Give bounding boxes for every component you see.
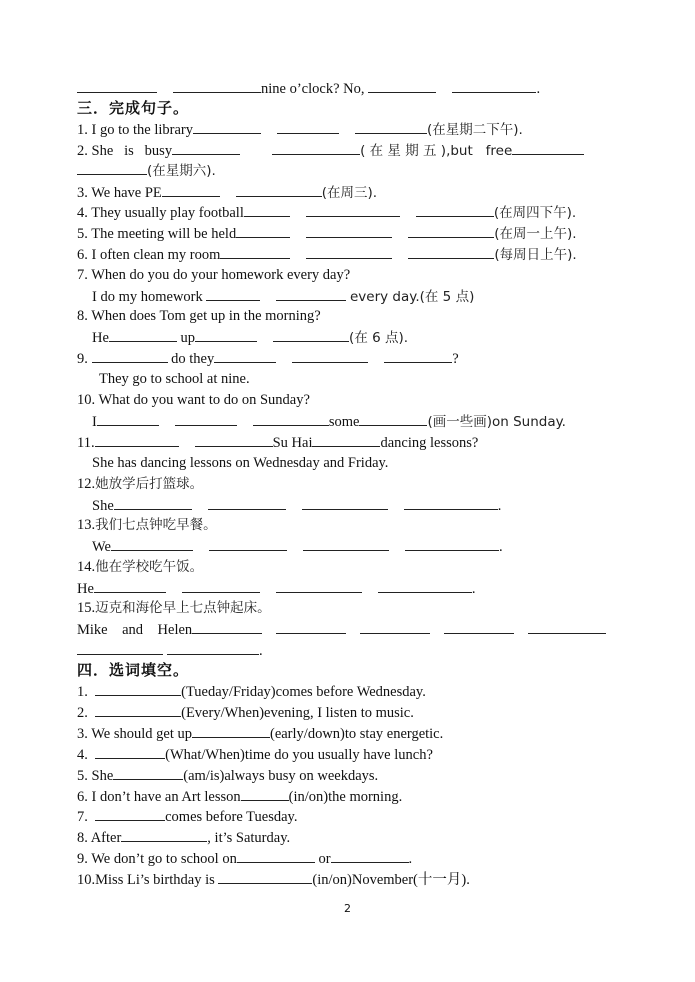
answer-blank[interactable] bbox=[292, 348, 368, 363]
answer-blank[interactable] bbox=[95, 432, 179, 447]
answer-blank[interactable] bbox=[244, 202, 290, 217]
s4-item-9: 9. We don’t go to school on or . bbox=[77, 848, 412, 869]
answer-blank[interactable] bbox=[209, 536, 287, 551]
answer-blank[interactable] bbox=[452, 78, 536, 93]
answer-blank[interactable] bbox=[384, 348, 452, 363]
answer-blank[interactable] bbox=[276, 578, 362, 593]
answer-blank[interactable] bbox=[272, 140, 360, 155]
answer-blank[interactable] bbox=[175, 411, 237, 426]
s3-item-6: 6. I often clean my room (每周日上午). bbox=[77, 244, 577, 265]
answer-blank[interactable] bbox=[359, 411, 427, 426]
s3-item-11: 11. Su Hai dancing lessons? bbox=[77, 432, 478, 453]
s3-item-1: 1. I go to the library (在星期二下午). bbox=[77, 119, 523, 140]
s4-item-8: 8. After , it’s Saturday. bbox=[77, 827, 290, 848]
s3-item-15: 15.迈克和海伦早上七点钟起床。 bbox=[77, 600, 271, 616]
answer-blank[interactable] bbox=[408, 223, 494, 238]
s4-item-6: 6. I don’t have an Art lesson (in/on)the morning. bbox=[77, 786, 402, 807]
s3-item-8-answer: He up (在 6 点). bbox=[92, 327, 408, 348]
answer-blank[interactable] bbox=[192, 619, 262, 634]
s3-item-9-answer: They go to school at nine. bbox=[99, 371, 250, 387]
answer-blank[interactable] bbox=[95, 681, 181, 696]
answer-blank[interactable] bbox=[355, 119, 427, 134]
s3-item-15-answer: Mike and Helen bbox=[77, 619, 606, 640]
answer-blank[interactable] bbox=[97, 411, 159, 426]
s3-item-12-answer: She . bbox=[92, 495, 501, 516]
answer-blank[interactable] bbox=[220, 244, 290, 259]
answer-blank[interactable] bbox=[111, 536, 193, 551]
s3-item-10-answer: I some (画一些画)on Sunday. bbox=[92, 411, 566, 432]
s3-item-2-cont: (在星期六). bbox=[77, 160, 216, 181]
answer-blank[interactable] bbox=[331, 848, 409, 863]
answer-blank[interactable] bbox=[206, 286, 260, 301]
answer-blank[interactable] bbox=[368, 78, 436, 93]
answer-blank[interactable] bbox=[77, 640, 163, 655]
s3-item-13: 13.我们七点钟吃早餐。 bbox=[77, 517, 217, 533]
s3-item-7-answer: I do my homework every day.(在 5 点) bbox=[92, 286, 474, 307]
answer-blank[interactable] bbox=[208, 495, 286, 510]
answer-blank[interactable] bbox=[236, 223, 290, 238]
answer-blank[interactable] bbox=[404, 495, 498, 510]
answer-blank[interactable] bbox=[253, 411, 329, 426]
answer-blank[interactable] bbox=[167, 640, 259, 655]
answer-blank[interactable] bbox=[92, 348, 168, 363]
s3-item-3: 3. We have PE (在周三). bbox=[77, 182, 377, 203]
answer-blank[interactable] bbox=[95, 806, 165, 821]
answer-blank[interactable] bbox=[173, 78, 261, 93]
answer-blank[interactable] bbox=[162, 182, 220, 197]
answer-blank[interactable] bbox=[444, 619, 514, 634]
s3-item-9: 9. do they ? bbox=[77, 348, 459, 369]
s3-item-5: 5. The meeting will be held (在周一上午). bbox=[77, 223, 577, 244]
answer-blank[interactable] bbox=[182, 578, 260, 593]
answer-blank[interactable] bbox=[77, 78, 157, 93]
answer-blank[interactable] bbox=[405, 536, 499, 551]
answer-blank[interactable] bbox=[276, 286, 346, 301]
answer-blank[interactable] bbox=[241, 786, 289, 801]
s3-item-13-answer: We . bbox=[92, 536, 503, 557]
answer-blank[interactable] bbox=[306, 202, 400, 217]
s3-item-4: 4. They usually play football (在周四下午). bbox=[77, 202, 576, 223]
answer-blank[interactable] bbox=[237, 848, 315, 863]
s3-item-12: 12.她放学后打篮球。 bbox=[77, 476, 204, 492]
s3-item-15-cont: . bbox=[77, 640, 263, 661]
answer-blank[interactable] bbox=[77, 160, 147, 175]
answer-blank[interactable] bbox=[312, 432, 380, 447]
answer-blank[interactable] bbox=[416, 202, 494, 217]
answer-blank[interactable] bbox=[192, 723, 270, 738]
section-4-title: 四．选词填空。 bbox=[77, 661, 190, 679]
answer-blank[interactable] bbox=[95, 744, 165, 759]
answer-blank[interactable] bbox=[306, 223, 392, 238]
answer-blank[interactable] bbox=[378, 578, 472, 593]
answer-blank[interactable] bbox=[306, 244, 392, 259]
s3-item-14: 14.他在学校吃午饭。 bbox=[77, 559, 204, 575]
s4-item-4: 4. (What/When)time do you usually have lunch? bbox=[77, 744, 433, 765]
carryover-text: nine o’clock? No, bbox=[261, 81, 365, 97]
answer-blank[interactable] bbox=[302, 495, 388, 510]
s3-item-2: 2. She is busy ( 在 星 期 五 ),but free bbox=[77, 140, 584, 161]
answer-blank[interactable] bbox=[95, 702, 181, 717]
s4-item-10: 10.Miss Li’s birthday is (in/on)November(十一月). bbox=[77, 869, 470, 890]
answer-blank[interactable] bbox=[360, 619, 430, 634]
answer-blank[interactable] bbox=[195, 327, 257, 342]
s3-item-7: 7. When do you do your homework every day? bbox=[77, 267, 351, 283]
s4-item-5: 5. She (am/is)always busy on weekdays. bbox=[77, 765, 378, 786]
s3-item-14-answer: He . bbox=[77, 578, 476, 599]
s3-item-10: 10. What do you want to do on Sunday? bbox=[77, 392, 310, 408]
answer-blank[interactable] bbox=[273, 327, 349, 342]
page-number: 2 bbox=[344, 902, 351, 915]
answer-blank[interactable] bbox=[277, 119, 339, 134]
answer-blank[interactable] bbox=[303, 536, 389, 551]
answer-blank[interactable] bbox=[193, 119, 261, 134]
carryover-line: nine o’clock? No, . bbox=[77, 78, 540, 99]
s4-item-2: 2. (Every/When)evening, I listen to music. bbox=[77, 702, 414, 723]
answer-blank[interactable] bbox=[528, 619, 606, 634]
answer-blank[interactable] bbox=[408, 244, 494, 259]
s3-item-11-answer: She has dancing lessons on Wednesday and Friday. bbox=[92, 455, 389, 471]
answer-blank[interactable] bbox=[218, 869, 312, 884]
answer-blank[interactable] bbox=[276, 619, 346, 634]
answer-blank[interactable] bbox=[172, 140, 240, 155]
answer-blank[interactable] bbox=[195, 432, 273, 447]
s4-item-1: 1. (Tueday/Friday)comes before Wednesday. bbox=[77, 681, 426, 702]
s3-item-8: 8. When does Tom get up in the morning? bbox=[77, 308, 321, 324]
answer-blank[interactable] bbox=[512, 140, 584, 155]
section-3-title: 三．完成句子。 bbox=[77, 99, 190, 117]
answer-blank[interactable] bbox=[94, 578, 166, 593]
s4-item-3: 3. We should get up (early/down)to stay energetic. bbox=[77, 723, 443, 744]
s4-item-7: 7. comes before Tuesday. bbox=[77, 806, 297, 827]
answer-blank[interactable] bbox=[109, 327, 177, 342]
answer-blank[interactable] bbox=[121, 827, 207, 842]
answer-blank[interactable] bbox=[236, 182, 322, 197]
answer-blank[interactable] bbox=[113, 765, 183, 780]
answer-blank[interactable] bbox=[214, 348, 276, 363]
answer-blank[interactable] bbox=[114, 495, 192, 510]
